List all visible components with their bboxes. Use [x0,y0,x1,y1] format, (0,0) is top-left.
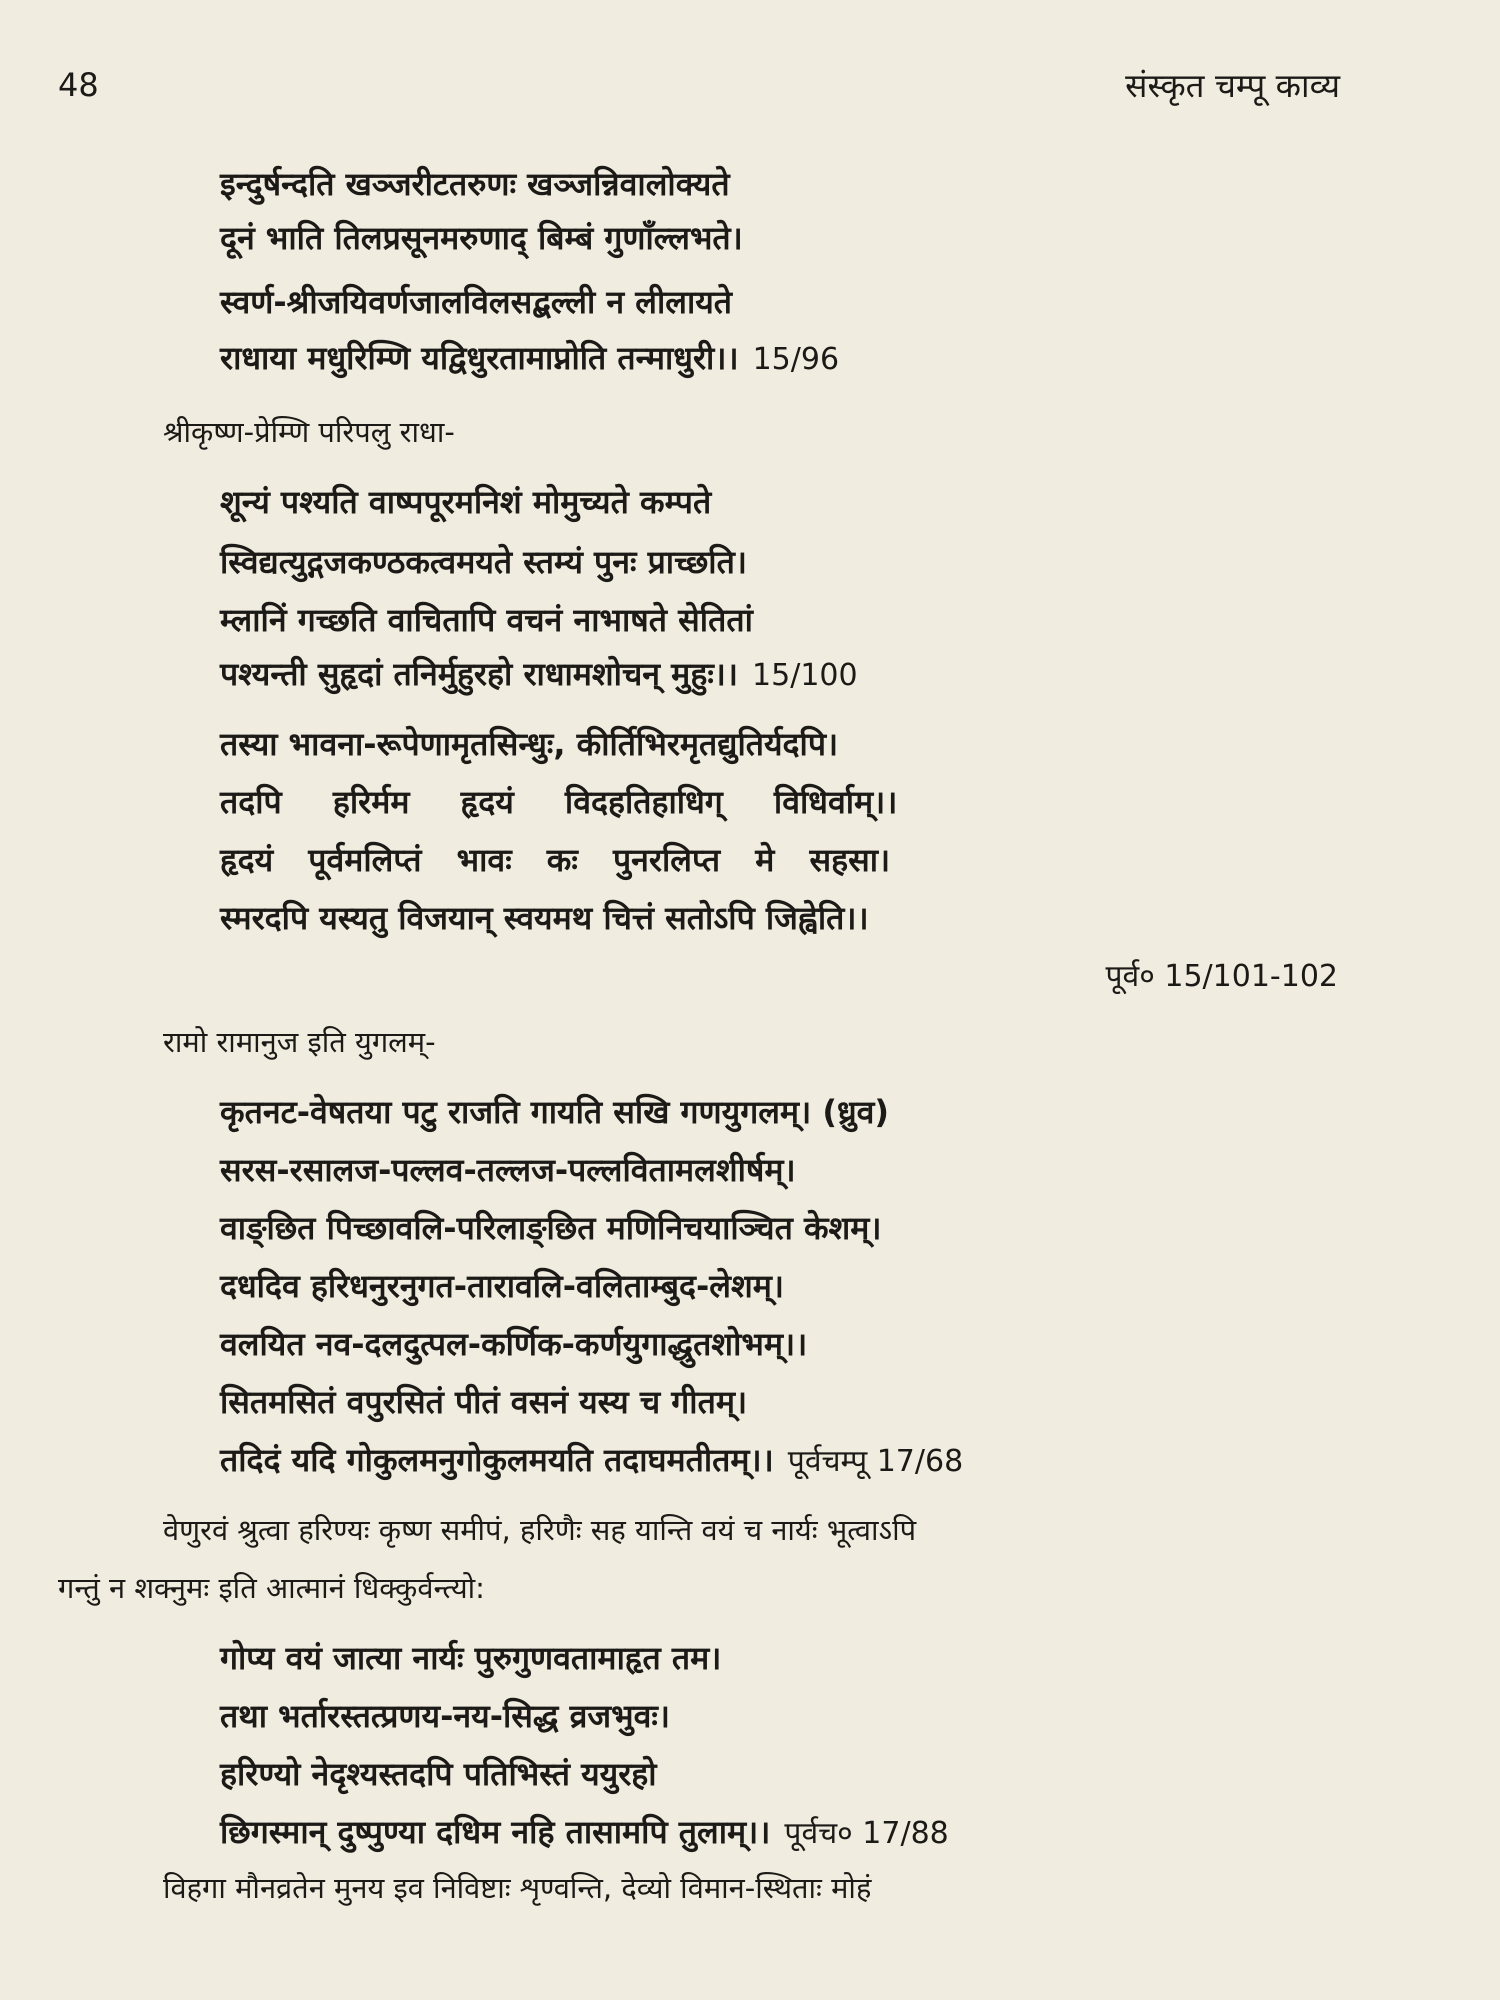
running-header: संस्कृत चम्पू काव्य [1125,66,1340,105]
verse-line: तथा भर्तारस्तत्प्रणय-नय-सिद्ध व्रजभुवः। [220,1697,671,1735]
verse-line: सितमसितं वपुरसितं पीतं वसनं यस्य च गीतम्। [220,1383,748,1421]
verse-line: सरस-रसालज-पल्लव-तल्लज-पल्लवितामलशीर्षम्। [220,1151,796,1189]
verse-line: दधदिव हरिधनुरनुगत-तारावलि-वलिताम्बुद-लेशम्। [220,1267,785,1305]
verse-line: इन्दुर्षन्दति खञ्जरीटतरुणः खञ्जन्निवालोक्यते [220,165,730,203]
verse-line: तदपि हरिर्मम हृदयं विदहतिहाधिग् विधिर्वाम्।। [220,783,898,821]
verse-line: दूनं भाति तिलप्रसूनमरुणाद् बिम्बं गुणाँल्लभते। [220,219,743,257]
verse-line [220,336,839,379]
prose-line: विहगा मौनव्रतेन मुनय इव निविष्टाः शृण्वन्ति, देव्यो विमान-स्थिताः मोहं [163,1871,872,1905]
verse-reference: पूर्व० 15/101-102 [1105,959,1338,994]
verse-text: छिगस्मान् दुष्पुण्या दधिम नहि तासामपि तुलाम्।। [220,1813,771,1851]
verse-text: राधाया मधुरिम्णि यद्विधुरतामाप्नोति तन्माधुरी।। [220,339,739,377]
verse-line: वलयित नव-दलदुत्पल-कर्णिक-कर्णयुगाद्धुतशोभम्।। [220,1325,808,1363]
verse-reference: पूर्वचम्पू 17/68 [787,1444,964,1479]
verse-line: शून्यं पश्यति वाष्पपूरमनिशं मोमुच्यते कम्पते [220,483,712,521]
verse-line: म्लानिं गच्छति वाचितापि वचनं नाभाषते सेतितां [220,601,753,639]
verse-line: स्मरदपि यस्यतु विजयान् स्वयमथ चित्तं सतोऽपि जिह्वेति।। [220,899,869,937]
verse-line: कृतनट-वेषतया पटु राजति गायति सखि गणयुगलम्। (ध्रुव) [220,1093,890,1131]
verse-line [220,652,858,695]
verse-reference: 15/96 [752,342,840,377]
verse-line: वाङ्छित पिच्छावलि-परिलाङ्छित मणिनिचयाञ्चित केशम्। [220,1209,882,1247]
verse-line [220,1438,963,1481]
verse-line: हृदयं पूर्वमलिप्तं भावः कः पुनरलिप्त मे सहसा। [220,841,891,879]
intro-line: रामो रामानुज इति युगलम्- [163,1025,436,1059]
verse-line: तस्या भावना-रूपेणामृतसिन्धुः, कीर्तिभिरमृतद्युतिर्यदपि। [220,725,839,763]
verse-reference: 15/100 [752,658,858,693]
verse-line: गोप्य वयं जात्या नार्यः पुरुगुणवतामाहृत तम। [220,1639,722,1677]
verse-text: तदिदं यदि गोकुलमनुगोकुलमयति तदाघमतीतम्।। [220,1441,774,1479]
prose-line: गन्तुं न शक्नुमः इति आत्मानं धिक्कुर्वन्त्यो: [58,1571,485,1605]
verse-line: स्वर्ण-श्रीजयिवर्णजालविलसद्बल्ली न लीलायते [220,283,733,321]
verse-text: पश्यन्ती सुहृदां तनिर्मुहुरहो राधामशोचन् मुहुः।। [220,655,739,693]
verse-reference: पूर्वच० 17/88 [784,1816,949,1851]
prose-line: वेणुरवं श्रुत्वा हरिण्यः कृष्ण समीपं, हरिणैः सह यान्ति वयं च नार्यः भूत्वाऽपि [163,1513,917,1547]
page-number: 48 [58,66,99,104]
verse-line: स्विद्यत्युद्गजकण्ठकत्वमयते स्तम्यं पुनः प्राच्छति। [220,543,747,581]
verse-line: हरिण्यो नेदृश्यस्तदपि पतिभिस्तं ययुरहो [220,1755,657,1793]
verse-line [220,1810,949,1853]
intro-line: श्रीकृष्ण-प्रेम्णि परिपलु राधा- [163,415,455,449]
